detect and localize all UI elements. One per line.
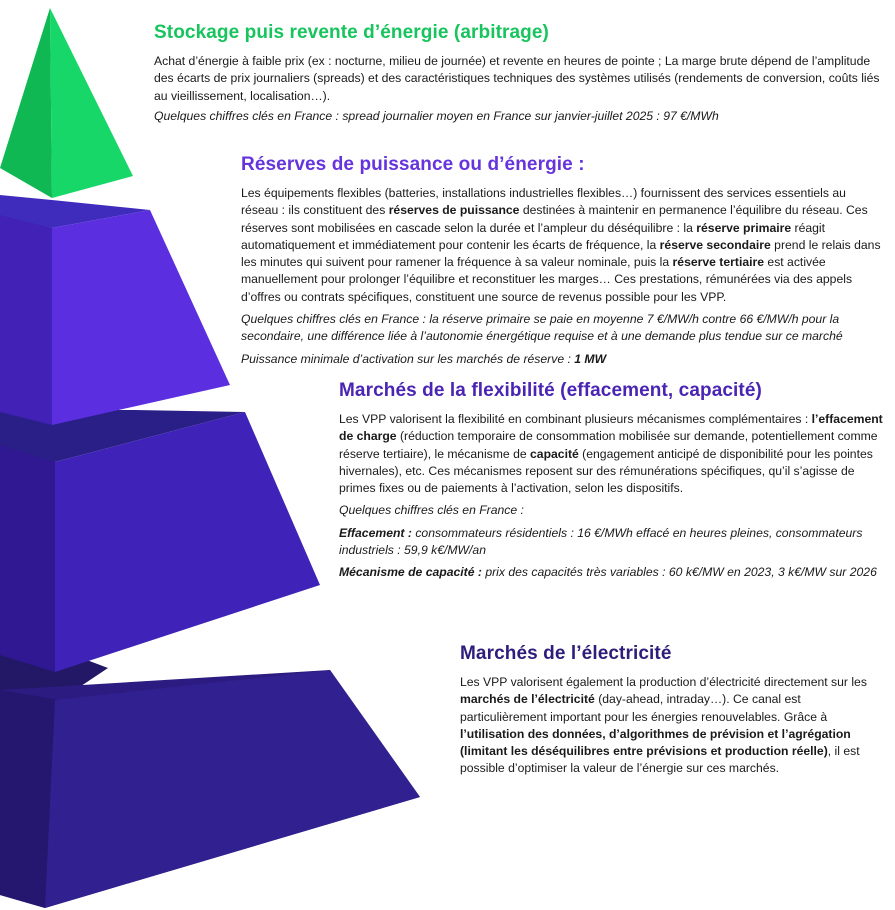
reserves-body-4: réagit automatiquement et immédiatement pour contenir les écarts de fréquence, la [241,220,825,252]
tier-reserves-front [0,215,52,425]
section-reserves-body [241,185,881,306]
elec-body-0: Les VPP valorisent également la production d’électricité directement sur les [460,675,867,689]
elec-body-3: l’utilisation des données, d’algorithmes de prévision et l’agrégation (limitant les déséquilibres entre prévisions et production réelle) [460,726,851,759]
flex-body-0: Les VPP valorisent la flexibilité en combinant plusieurs mécanismes complémentaires : [339,412,812,426]
flex-capacite-text: prix des capacités très variables : 60 k€/MW en 2023, 3 k€/MW sur 2026 [481,565,877,580]
tier-electricity-face [45,670,420,908]
section-electricity [460,643,890,781]
section-reserves [241,154,881,371]
section-flexibility-figures-intro: Quelques chiffres clés en France : [339,503,524,518]
flex-effacement-text: consommateurs résidentiels : 16 €/MWh effacé en heures pleines, consommateurs industriels : 59,9 k€/MW/an [339,525,863,558]
flex-effacement-label: Effacement : [339,525,412,540]
reserves-body-8: est activée manuellement pour prolonger l’équilibre et reconstituer les marges… Ces prestations, rémunérées via des appels d’offres ou contrats spécifiques, constituent une source de revenus possible pour les VPP. [241,255,853,304]
section-reserves-title: Réserves de puissance ou d’énergie : [241,154,585,175]
section-reserves-activation [241,351,881,368]
tier-arbitrage-right [50,8,133,198]
section-arbitrage-body: Achat d’énergie à faible prix (ex : nocturne, milieu de journée) et revente en heures de pointe ; La marge brute dépend de l’amplitude des écarts de prix journaliers (spreads) et des caractéristiques techniques des systèmes utilisés (rendements de conversion, coûts liés au vieillissement, localisation…). [154,54,880,103]
elec-body-2: (day-ahead, intraday…). Ce canal est particulièrement important pour les énergies renouvelables. Grâce à [460,692,828,724]
flex-capacite-label: Mécanisme de capacité : [339,565,482,580]
reserves-body-5: réserve secondaire [659,237,771,252]
elec-body-4: , il est possible d’optimiser la valeur de l’énergie sur ces marchés. [460,744,860,776]
flex-body-1: l’effacement de charge [339,412,883,444]
section-arbitrage [154,22,889,128]
section-electricity-body [460,674,890,778]
reserves-body-6: prend le relais dans les minutes qui suivent pour ramener la fréquence à sa valeur nominale, puis la [241,237,881,270]
section-flexibility [339,380,891,585]
section-flexibility-body [339,411,891,497]
flex-body-3: capacité [530,446,579,461]
reserves-body-2: destinées à maintenir en permanence l’équilibre du réseau. Ces réserves sont mobilisées en cascade selon la durée et l’ampleur du déséquilibre : la [241,203,868,235]
reserves-activation-label: Puissance minimale d’activation sur les marchés de réserve : [241,351,575,366]
reserves-activation-value: 1 MW [574,351,607,366]
tier-arbitrage-left [0,8,52,198]
tier-flexibility-front [0,445,55,672]
reserves-body-3: réserve primaire [696,220,792,235]
section-flexibility-capacite [339,564,891,581]
flex-body-4: (engagement anticipé de disponibilité pour les pointes hivernales), etc. Ces mécanismes reposent sur des rémunérations spécifiques, qu’il s’agisse de primes fixes ou de paiements à l’activation, selon les dispositifs. [339,446,873,496]
section-reserves-figures: Quelques chiffres clés en France : la réserve primaire se paie en moyenne 7 €/MW/h contre 66 €/MW/h pour la secondaire, une différence liée à l’autonomie énergétique requise et à une demande plus tendue sur ce marché [241,312,843,344]
section-arbitrage-title: Stockage puis revente d’énergie (arbitrage) [154,22,549,43]
tier-reserves-face [52,210,230,425]
flex-body-2: (réduction temporaire de consommation mobilisée sur demande, potentiellement comme réserve tertiaire), le mécanisme de [339,429,878,461]
reserves-body-0: Les équipements flexibles (batteries, installations industrielles flexibles…) fournissent des services essentiels au réseau : ils constituent des [241,186,846,218]
section-flexibility-effacement [339,525,891,560]
reserves-body-1: réserves de puissance [388,203,520,218]
reserves-body-7: réserve tertiaire [672,255,765,270]
elec-body-1: marchés de l’électricité [460,692,595,707]
section-electricity-title: Marchés de l’électricité [460,643,672,664]
section-arbitrage-figures: Quelques chiffres clés en France : spread journalier moyen en France sur janvier-juillet 2025 : 97 €/MWh [154,108,719,123]
section-flexibility-title: Marchés de la flexibilité (effacement, capacité) [339,380,762,401]
